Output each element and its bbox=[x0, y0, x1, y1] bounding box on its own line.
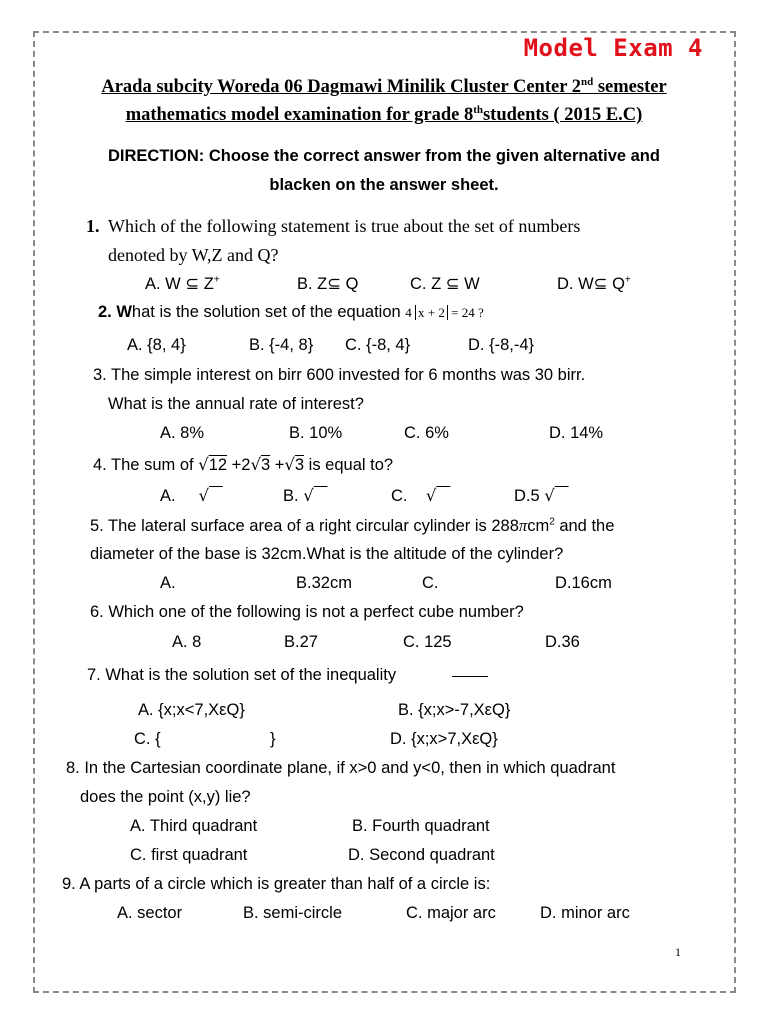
exam-title: Model Exam 4 bbox=[523, 34, 703, 62]
q4-option-b: B. √ bbox=[283, 486, 314, 505]
q5-text-line-1: 5. The lateral surface area of a right circular cylinder is 288πcm$^2$ and the bbox=[90, 516, 615, 535]
q3-text-line-1: 3. The simple interest on birr 600 invested for 6 months was 30 birr. bbox=[93, 366, 586, 384]
q4-option-c: C. √ bbox=[391, 486, 437, 505]
q9-option-d: D. minor arc bbox=[540, 904, 630, 922]
q8-option-c: C. first quadrant bbox=[130, 846, 248, 864]
q8-option-b: B. Fourth quadrant bbox=[352, 817, 490, 835]
sqrt-symbol: √ bbox=[284, 455, 295, 474]
q9-option-b: B. semi-circle bbox=[243, 904, 343, 922]
q3-text-line-2: What is the annual rate of interest? bbox=[108, 395, 364, 413]
q5-option-c: C. bbox=[422, 574, 439, 592]
q5-option-b: B.32cm bbox=[296, 574, 352, 592]
q1-number: 1. bbox=[86, 216, 100, 236]
q1-option-b: B. Z⊆ Q bbox=[297, 275, 359, 293]
q3-option-d: D. 14% bbox=[549, 424, 604, 442]
q8-option-d: D. Second quadrant bbox=[348, 846, 495, 864]
q5-text-line-2: diameter of the base is 32cm.What is the altitude of the cylinder? bbox=[90, 545, 564, 563]
q2-equation: 4 x + 2 = 24 ? bbox=[405, 305, 484, 320]
q7-option-a: A. {x;x<7,XεQ} bbox=[138, 701, 245, 719]
q4-option-d: D.5 √ bbox=[514, 486, 555, 505]
q2-text: 2. What is the solution set of the equation 4 x + 2 = 24 ? bbox=[98, 303, 484, 321]
q2-option-a: A. {8, 4} bbox=[127, 336, 186, 354]
q6-option-c: C. 125 bbox=[403, 633, 452, 651]
q2-option-d: D. {-8,-4} bbox=[468, 336, 535, 354]
q1-option-a: A. W ⊆ Z+ bbox=[145, 274, 220, 293]
direction-line-2: blacken on the answer sheet. bbox=[269, 176, 499, 194]
q7-option-c-open: C. { bbox=[134, 730, 161, 748]
q6-option-d: D.36 bbox=[545, 633, 580, 651]
q1-option-d: D. W⊆ Q+ bbox=[557, 274, 631, 293]
q6-option-a: A. 8 bbox=[172, 633, 202, 651]
q6-text: 6. Which one of the following is not a perfect cube number? bbox=[90, 603, 524, 621]
q3-option-a: A. 8% bbox=[160, 424, 205, 442]
q7-option-b: B. {x;x>-7,XεQ} bbox=[398, 701, 511, 719]
q6-option-b: B.27 bbox=[284, 633, 318, 651]
page-number: 1 bbox=[675, 945, 681, 959]
q9-option-a: A. sector bbox=[117, 904, 183, 922]
q5-option-a: A. bbox=[160, 574, 176, 592]
q4-text: 4. The sum of √12 +2√3 +√3 is equal to? bbox=[93, 455, 394, 474]
sqrt-symbol: √ bbox=[198, 455, 209, 474]
sqrt-symbol: √ bbox=[303, 486, 314, 505]
fraction-bar bbox=[452, 676, 488, 677]
sqrt-symbol: √ bbox=[544, 486, 555, 505]
q7-option-c-close: } bbox=[270, 730, 276, 748]
sqrt-symbol: √ bbox=[250, 455, 261, 474]
q1-option-c: C. Z ⊆ W bbox=[410, 275, 480, 293]
heading-line-1: Arada subcity Woreda 06 Dagmawi Minilik Cluster Center 2nd semester bbox=[101, 76, 667, 98]
sqrt-symbol: √ bbox=[425, 486, 437, 505]
q8-text-line-1: 8. In the Cartesian coordinate plane, if x>0 and y<0, then in which quadrant bbox=[66, 759, 616, 777]
q7-text: 7. What is the solution set of the inequality bbox=[87, 666, 397, 684]
heading-line-2: mathematics model examination for grade 8thstudents ( 2015 E.C) bbox=[125, 104, 643, 126]
direction-line-1: DIRECTION: Choose the correct answer from the given alternative and bbox=[108, 147, 660, 165]
q3-option-b: B. 10% bbox=[289, 424, 343, 442]
q2-option-b: B. {-4, 8} bbox=[249, 336, 314, 354]
q3-option-c: C. 6% bbox=[404, 424, 449, 442]
q1-text-line-2: denoted by W,Z and Q? bbox=[108, 245, 279, 265]
q1-text-line-1: Which of the following statement is true about the set of numbers bbox=[108, 216, 581, 236]
q9-option-c: C. major arc bbox=[406, 904, 496, 922]
q9-text: 9. A parts of a circle which is greater than half of a circle is: bbox=[62, 875, 491, 893]
q7-option-d: D. {x;x>7,XεQ} bbox=[390, 730, 498, 748]
q8-option-a: A. Third quadrant bbox=[130, 817, 258, 835]
q5-option-d: D.16cm bbox=[555, 574, 612, 592]
q4-option-a: A. √ bbox=[160, 486, 210, 505]
q2-option-c: C. {-8, 4} bbox=[345, 336, 411, 354]
sqrt-symbol: √ bbox=[198, 486, 210, 505]
q8-text-line-2: does the point (x,y) lie? bbox=[80, 788, 251, 806]
